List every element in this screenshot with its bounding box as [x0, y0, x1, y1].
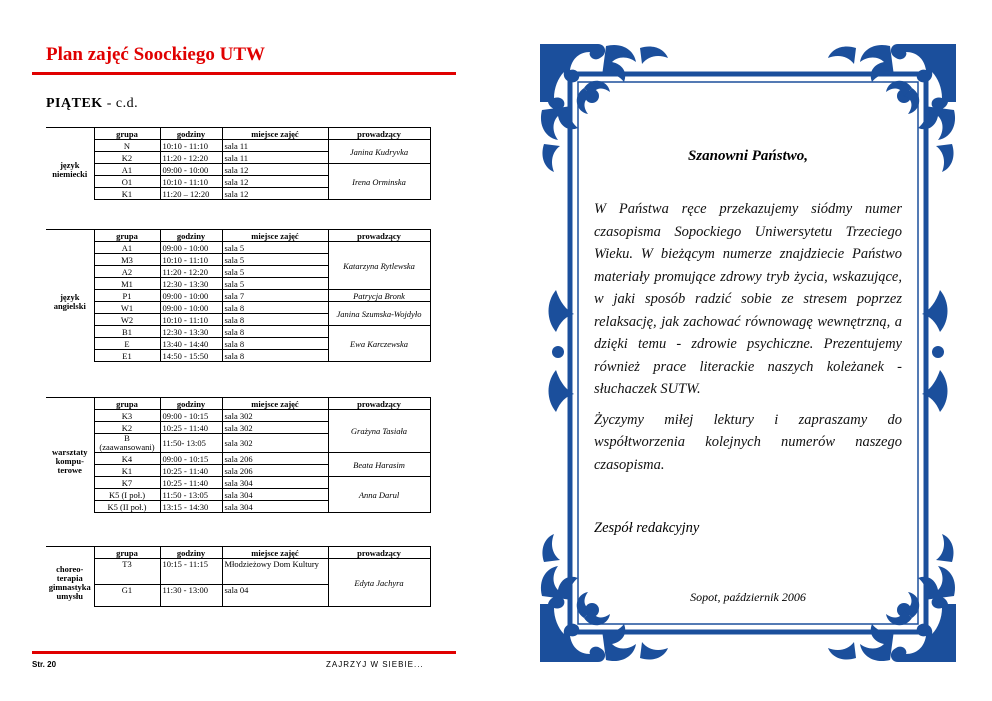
- header-blank: [46, 128, 94, 140]
- greeting: Szanowni Państwo,: [687, 148, 809, 164]
- table-row: [46, 410, 430, 422]
- table-row: [46, 164, 430, 176]
- table-row: [46, 453, 430, 465]
- place-date: Sopot, październik 2006: [690, 590, 806, 604]
- place-cell: sala 304: [222, 477, 328, 489]
- group-cell: K1: [94, 188, 160, 200]
- hours-cell: 14:50 - 15:50: [160, 350, 222, 362]
- hours-cell: 09:00 - 10:00: [160, 290, 222, 302]
- place-cell: sala 302: [222, 422, 328, 434]
- header-hours: godziny: [160, 547, 222, 559]
- hours-cell: 11:50 - 13:05: [160, 489, 222, 501]
- subject-cell: warsztaty kompu-terowe: [46, 410, 94, 513]
- group-cell: B (zaawansowani): [94, 434, 160, 453]
- hours-cell: 11:20 - 12:20: [160, 152, 222, 164]
- hours-cell: 10:10 - 11:10: [160, 140, 222, 152]
- teacher-cell: Ewa Karczewska: [328, 326, 430, 362]
- table-row: [46, 140, 430, 152]
- place-cell: sala 11: [222, 152, 328, 164]
- schedule-table-english: [46, 229, 431, 362]
- table-row: [46, 326, 430, 338]
- signature: Zespół redakcyjny: [594, 520, 700, 536]
- teacher-cell: Beata Harasim: [328, 453, 430, 477]
- hours-cell: 10:25 - 11:40: [160, 477, 222, 489]
- schedule-table-german: [46, 127, 431, 200]
- day-suffix: - c.d.: [102, 96, 139, 111]
- place-cell: Młodzieżowy Dom Kultury: [222, 559, 328, 585]
- group-cell: B1: [94, 326, 160, 338]
- group-cell: K4: [94, 453, 160, 465]
- table-row: [46, 559, 430, 585]
- place-cell: sala 304: [222, 501, 328, 513]
- header-place: miejsce zajęć: [222, 547, 328, 559]
- group-cell: A1: [94, 164, 160, 176]
- place-cell: sala 8: [222, 326, 328, 338]
- hours-cell: 09:00 - 10:00: [160, 242, 222, 254]
- subject-cell: język niemiecki: [46, 140, 94, 200]
- hours-cell: 13:40 - 14:40: [160, 338, 222, 350]
- place-cell: sala 12: [222, 176, 328, 188]
- place-cell: sala 8: [222, 350, 328, 362]
- right-page: [536, 40, 960, 666]
- hours-cell: 09:00 - 10:00: [160, 302, 222, 314]
- place-cell: sala 5: [222, 278, 328, 290]
- hours-cell: 10:10 - 11:10: [160, 314, 222, 326]
- table-header-row: [46, 230, 430, 242]
- place-cell: sala 8: [222, 302, 328, 314]
- place-cell: sala 04: [222, 585, 328, 607]
- page-title: Plan zajęć Soockiego UTW: [46, 44, 266, 65]
- header-blank: [46, 547, 94, 559]
- place-cell: sala 304: [222, 489, 328, 501]
- group-cell: K7: [94, 477, 160, 489]
- place-cell: sala 5: [222, 266, 328, 278]
- group-cell: K5 (I poł.): [94, 489, 160, 501]
- group-cell: E: [94, 338, 160, 350]
- place-cell: sala 302: [222, 410, 328, 422]
- hours-cell: 12:30 - 13:30: [160, 326, 222, 338]
- group-cell: E1: [94, 350, 160, 362]
- header-group: grupa: [94, 547, 160, 559]
- letter-paragraph-1: W Państwa ręce przekazujemy siódmy numer czasopisma Sopockiego Uniwersytetu Trzeciego Wieku. W bieżącym numerze znajdziecie Państwo materiały promujące zdrowy tryb życia, wskazujące, w jaki sposób radzić sobie ze stresem poprzez relaksację, jak zachować równowagę wewnętrzną, a dzięki temu - zdrowie psychiczne. Prezentujemy również prace literackie naszych koleżanek - słuchaczek SUTW.: [594, 201, 902, 397]
- place-cell: sala 8: [222, 314, 328, 326]
- header-teacher: prowadzący: [328, 547, 430, 559]
- group-cell: G1: [94, 585, 160, 607]
- group-cell: K2: [94, 152, 160, 164]
- hours-cell: 11:20 – 12:20: [160, 188, 222, 200]
- table-row: [46, 477, 430, 489]
- group-cell: K5 (II poł.): [94, 501, 160, 513]
- group-cell: A1: [94, 242, 160, 254]
- group-cell: P1: [94, 290, 160, 302]
- running-footer: ZAJRZYJ W SIEBIE...: [326, 660, 424, 669]
- place-cell: sala 302: [222, 434, 328, 453]
- place-cell: sala 12: [222, 164, 328, 176]
- table-header-row: [46, 128, 430, 140]
- group-cell: W1: [94, 302, 160, 314]
- group-cell: K3: [94, 410, 160, 422]
- teacher-cell: Irena Orminska: [328, 164, 430, 200]
- group-cell: M1: [94, 278, 160, 290]
- page-number: Str. 20: [32, 660, 57, 669]
- teacher-cell: Janina Szumska-Wojdyło: [328, 302, 430, 326]
- letter-body: [594, 198, 902, 484]
- hours-cell: 09:00 - 10:00: [160, 164, 222, 176]
- header-blank: [46, 230, 94, 242]
- group-cell: A2: [94, 266, 160, 278]
- table-row: [46, 242, 430, 254]
- place-cell: sala 11: [222, 140, 328, 152]
- schedule-table-computer: [46, 397, 431, 513]
- header-blank: [46, 398, 94, 410]
- title-rule: [32, 72, 456, 75]
- header-place: miejsce zajęć: [222, 398, 328, 410]
- group-cell: N: [94, 140, 160, 152]
- place-cell: sala 206: [222, 453, 328, 465]
- header-teacher: prowadzący: [328, 128, 430, 140]
- header-hours: godziny: [160, 128, 222, 140]
- hours-cell: 13:15 - 14:30: [160, 501, 222, 513]
- schedule-table-choreo: [46, 546, 431, 607]
- place-cell: sala 12: [222, 188, 328, 200]
- place-cell: sala 8: [222, 338, 328, 350]
- left-page: [0, 0, 470, 701]
- table-row: [46, 290, 430, 302]
- teacher-cell: Katarzyna Rytlewska: [328, 242, 430, 290]
- group-cell: K2: [94, 422, 160, 434]
- header-teacher: prowadzący: [328, 230, 430, 242]
- teacher-cell: Edyta Jachyra: [328, 559, 430, 607]
- letter-paragraph-2: Życzymy miłej lektury i zapraszamy do współtworzenia kolejnych numerów naszego czasopisma.: [594, 411, 902, 473]
- group-cell: T3: [94, 559, 160, 585]
- table-header-row: [46, 398, 430, 410]
- hours-cell: 11:50- 13:05: [160, 434, 222, 453]
- place-cell: sala 5: [222, 242, 328, 254]
- table-header-row: [46, 547, 430, 559]
- hours-cell: 09:00 - 10:15: [160, 410, 222, 422]
- header-hours: godziny: [160, 230, 222, 242]
- hours-cell: 11:30 - 13:00: [160, 585, 222, 607]
- footer-rule: [32, 651, 456, 654]
- hours-cell: 10:10 - 11:10: [160, 176, 222, 188]
- subject-cell: język angielski: [46, 242, 94, 362]
- hours-cell: 10:10 - 11:10: [160, 254, 222, 266]
- group-cell: M3: [94, 254, 160, 266]
- group-cell: K1: [94, 465, 160, 477]
- hours-cell: 11:20 - 12:20: [160, 266, 222, 278]
- teacher-cell: Grażyna Tasiała: [328, 410, 430, 453]
- header-group: grupa: [94, 398, 160, 410]
- subject-cell: choreo-terapia gimnastyka umysłu: [46, 559, 94, 607]
- hours-cell: 09:00 - 10:15: [160, 453, 222, 465]
- header-place: miejsce zajęć: [222, 128, 328, 140]
- day-name: PIĄTEK: [46, 96, 103, 111]
- hours-cell: 12:30 - 13:30: [160, 278, 222, 290]
- teacher-cell: Anna Darul: [328, 477, 430, 513]
- group-cell: O1: [94, 176, 160, 188]
- teacher-cell: Janina Kudryvka: [328, 140, 430, 164]
- header-group: grupa: [94, 230, 160, 242]
- table-row: [46, 302, 430, 314]
- teacher-cell: Patrycja Bronk: [328, 290, 430, 302]
- header-teacher: prowadzący: [328, 398, 430, 410]
- header-group: grupa: [94, 128, 160, 140]
- day-heading: [46, 96, 138, 112]
- group-cell: W2: [94, 314, 160, 326]
- header-hours: godziny: [160, 398, 222, 410]
- header-place: miejsce zajęć: [222, 230, 328, 242]
- place-cell: sala 206: [222, 465, 328, 477]
- place-cell: sala 7: [222, 290, 328, 302]
- place-cell: sala 5: [222, 254, 328, 266]
- hours-cell: 10:25 - 11:40: [160, 465, 222, 477]
- hours-cell: 10:15 - 11:15: [160, 559, 222, 585]
- hours-cell: 10:25 - 11:40: [160, 422, 222, 434]
